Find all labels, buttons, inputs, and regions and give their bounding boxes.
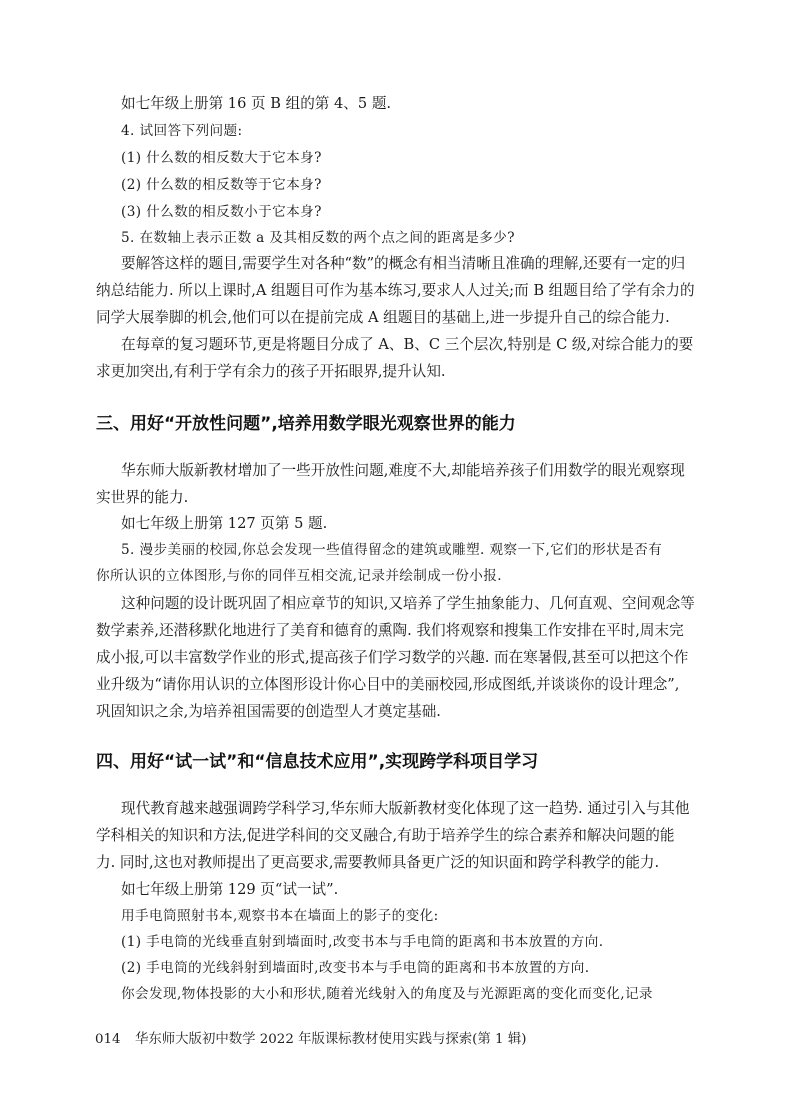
exercise-line: 4. 试回答下列问题: xyxy=(121,123,243,139)
section-heading-3: 三、用好“开放性问题”,培养用数学眼光观察世界的能力 xyxy=(96,414,516,434)
paragraph-line: 数学素养,还潜移默化地进行了美育和德育的熏陶. 我们将观察和搜集工作安排在平时,周末完 xyxy=(96,622,684,639)
book-title: 华东师大版初中数学 2022 年版课标教材使用实践与探索(第 1 辑) xyxy=(135,1032,527,1047)
exercise-line: (1) 什么数的相反数大于它本身? xyxy=(121,150,322,166)
paragraph-line: 实世界的能力. xyxy=(96,489,189,506)
paragraph-line: 这种问题的设计既巩固了相应章节的知识,又培养了学生抽象能力、几何直观、空间观念等 xyxy=(121,595,695,612)
paragraph-line: 同学大展拳脚的机会,他们可以在提前完成 A 组题目的基础上,进一步提升自己的综合能力. xyxy=(96,309,670,326)
paragraph-line: 在每章的复习题环节,更是将题目分成了 A、B、C 三个层次,特别是 C 级,对综合能力的要 xyxy=(121,336,694,353)
paragraph-line: 学科相关的知识和方法,促进学科间的交叉融合,有助于培养学生的综合素养和解决问题的能 xyxy=(96,827,675,844)
page-footer xyxy=(95,1031,526,1049)
exercise-line: 你所认识的立体图形,与你的同伴互相交流,记录并绘制成一份小报. xyxy=(96,568,502,584)
paragraph-line: 巩固知识之余,为培养祖国需要的创造型人才奠定基础. xyxy=(96,703,441,720)
paragraph-line: 要解答这样的题目,需要学生对各种“数”的概念有相当清晰且准确的理解,还要有一定的归 xyxy=(121,255,686,272)
exercise-line: 用手电筒照射书本,观察书本在墙面上的影子的变化: xyxy=(121,908,439,924)
exercise-line: (2) 什么数的相反数等于它本身? xyxy=(121,177,322,193)
exercise-line: 你会发现,物体投影的大小和形状,随着光线射入的角度及与光源距离的变化而变化,记录 xyxy=(121,986,653,1002)
paragraph-line: 纳总结能力. 所以上课时,A 组题目可作为基本练习,要求人人过关;而 B 组题目给了学有余力的 xyxy=(96,282,695,299)
exercise-line: (2) 手电筒的光线斜射到墙面时,改变书本与手电筒的距离和书本放置的方向. xyxy=(121,960,590,976)
paragraph-line: 现代教育越来越强调跨学科学习,华东师大版新教材变化体现了这一趋势. 通过引入与其他 xyxy=(121,800,690,817)
exercise-line: 5. 漫步美丽的校园,你总会发现一些值得留念的建筑或雕塑. 观察一下,它们的形状是否有 xyxy=(121,542,663,558)
section-heading-4: 四、用好“试一试”和“信息技术应用”,实现跨学科项目学习 xyxy=(96,752,539,772)
page-number: 014 xyxy=(95,1032,121,1047)
paragraph-line: 如七年级上册第 127 页第 5 题. xyxy=(121,515,328,532)
exercise-line: (3) 什么数的相反数小于它本身? xyxy=(121,204,322,220)
paragraph-line: 如七年级上册第 129 页“试一试”. xyxy=(121,881,339,898)
exercise-line: 5. 在数轴上表示正数 a 及其相反数的两个点之间的距离是多少? xyxy=(121,230,515,246)
paragraph-line: 成小报,可以丰富数学作业的形式,提高孩子们学习数学的兴趣. 而在寒暑假,甚至可以把这个作 xyxy=(96,649,689,666)
paragraph-line: 华东师大版新教材增加了一些开放性问题,难度不大,却能培养孩子们用数学的眼光观察现 xyxy=(121,462,685,479)
paragraph-line: 力. 同时,这也对教师提出了更高要求,需要教师具备更广泛的知识面和跨学科教学的能力. xyxy=(96,854,660,871)
paragraph-line: 如七年级上册第 16 页 B 组的第 4、5 题. xyxy=(121,95,392,112)
paragraph-line: 求更加突出,有利于学有余力的孩子开拓眼界,提升认知. xyxy=(96,363,446,380)
exercise-line: (1) 手电筒的光线垂直射到墙面时,改变书本与手电筒的距离和书本放置的方向. xyxy=(121,934,604,950)
paragraph-line: 业升级为“请你用认识的立体图形设计你心目中的美丽校园,形成图纸,并谈谈你的设计理念”, xyxy=(96,676,680,693)
